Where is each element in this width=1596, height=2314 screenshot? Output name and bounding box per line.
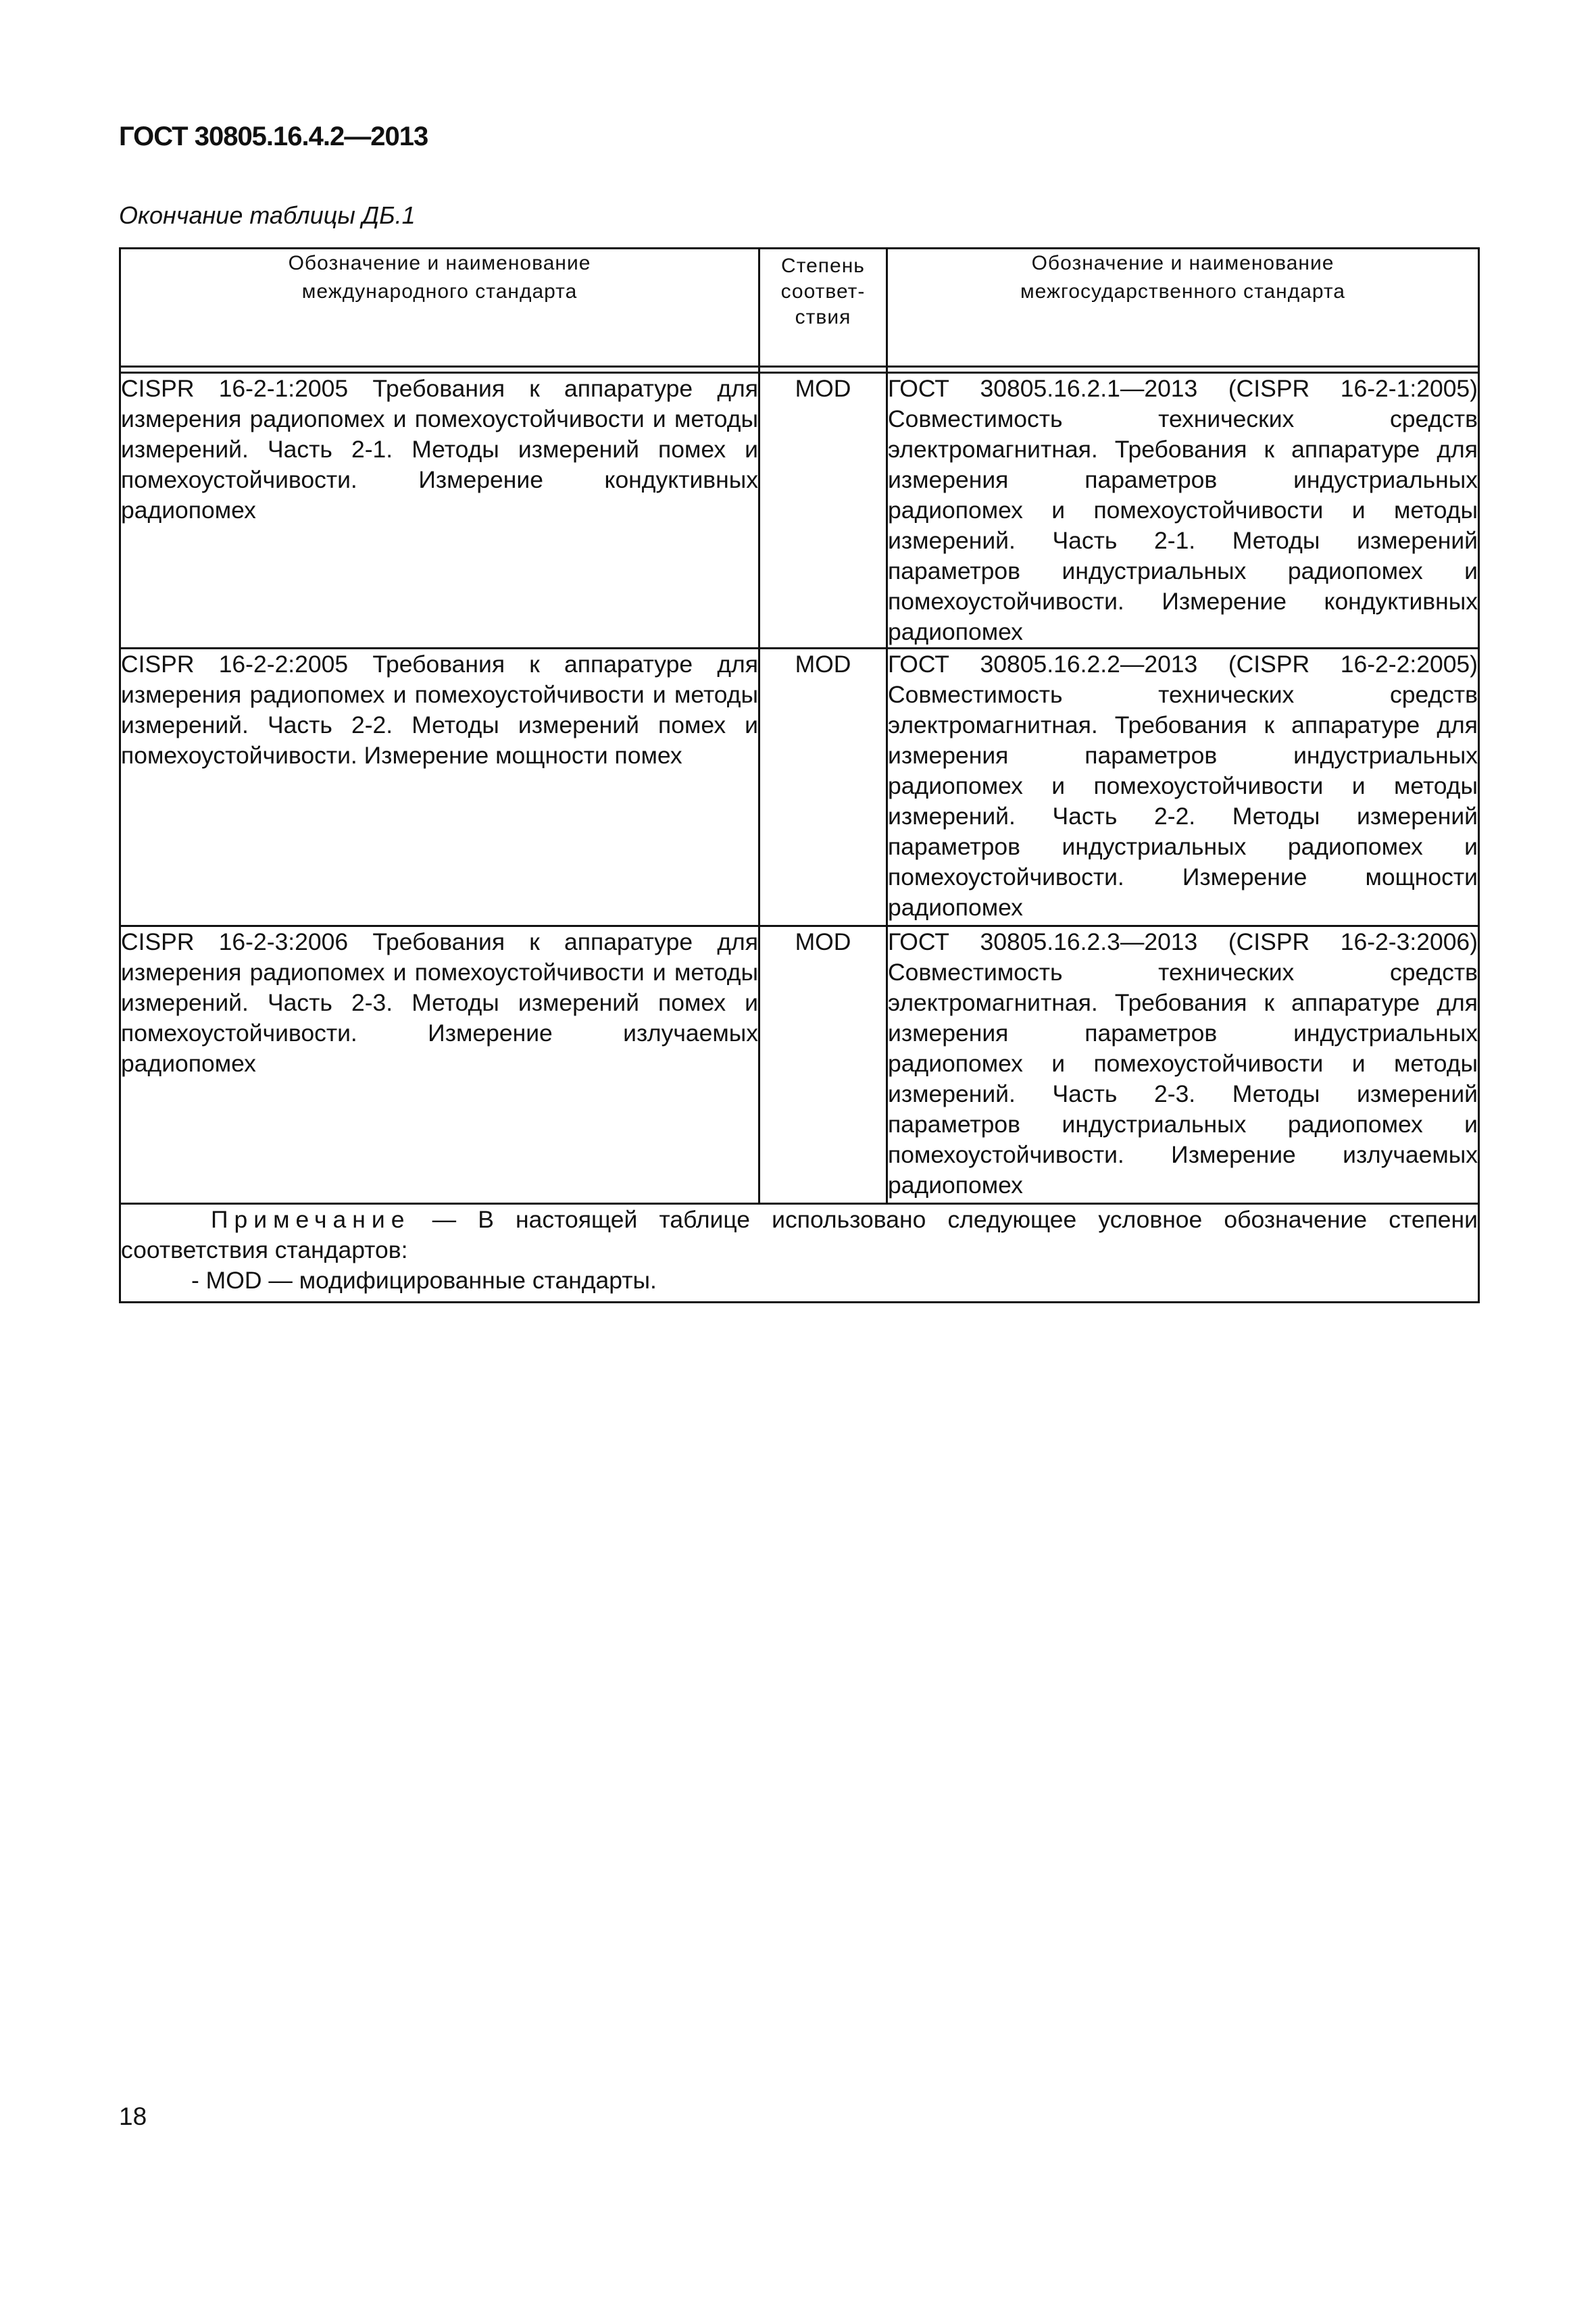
column-header-interstate <box>887 249 1479 367</box>
column-header-degree-line3: ствия <box>795 306 851 328</box>
column-header-degree-line1: Степень <box>781 255 865 277</box>
column-header-international-line1: Обозначение и наименование <box>288 252 591 274</box>
table-note-row <box>120 1204 1479 1303</box>
interstate-standard-cell: ГОСТ 30805.16.2.3—2013 (CISPR 16-2-3:2006) Совместимость технических средств электромагнитная. Требования к аппаратуре для измерения параметров индустриальных радиопомех и помехоустойчивости и методы измерений. Часть 2-3. Методы измерений параметров индустриальных радиопомех и помехоустойчивости. Измерение излучаемых радиопомех <box>887 926 1479 1204</box>
note-paragraph <box>121 1205 1478 1265</box>
table-row <box>120 373 1479 649</box>
separator-cell <box>887 367 1479 373</box>
degree-cell: MOD <box>759 649 887 926</box>
column-header-degree <box>759 249 887 367</box>
international-standard-cell: CISPR 16-2-1:2005 Требования к аппаратуре для измерения радиопомех и помехоустойчивости и методы измерений. Часть 2-1. Методы измерений помех и помехоустойчивости. Измерение кондуктивных радиопомех <box>120 373 759 649</box>
separator-cell <box>759 367 887 373</box>
column-header-interstate-line2: межгосударственного стандарта <box>1020 280 1345 303</box>
document-code: ГОСТ 30805.16.4.2—2013 <box>119 122 428 151</box>
page-number: 18 <box>119 2103 147 2130</box>
table-note <box>120 1204 1479 1303</box>
degree-cell: MOD <box>759 926 887 1204</box>
column-header-international <box>120 249 759 367</box>
header-separator-row <box>120 367 1479 373</box>
table-caption: Окончание таблицы ДБ.1 <box>119 201 416 229</box>
table-row <box>120 926 1479 1204</box>
column-header-interstate-line1: Обозначение и наименование <box>1031 252 1335 274</box>
international-standard-cell: CISPR 16-2-3:2006 Требования к аппаратуре для измерения радиопомех и помехоустойчивости и методы измерений. Часть 2-3. Методы измерений помех и помехоустойчивости. Измерение излучаемых радиопомех <box>120 926 759 1204</box>
table-header-row <box>120 249 1479 367</box>
standards-correspondence-table <box>119 247 1480 1303</box>
column-header-international-line2: международного стандарта <box>301 280 578 303</box>
interstate-standard-cell: ГОСТ 30805.16.2.1—2013 (CISPR 16-2-1:2005) Совместимость технических средств электромагнитная. Требования к аппаратуре для измерения параметров индустриальных радиопомех и помехоустойчивости и методы измерений. Часть 2-1. Методы измерений параметров индустриальных радиопомех и помехоустойчивости. Измерение кондуктивных радиопомех <box>887 373 1479 649</box>
column-header-degree-line2: соответ- <box>780 280 866 303</box>
interstate-standard-cell: ГОСТ 30805.16.2.2—2013 (CISPR 16-2-2:2005) Совместимость технических средств электромагнитная. Требования к аппаратуре для измерения параметров индустриальных радиопомех и помехоустойчивости и методы измерений. Часть 2-2. Методы измерений параметров индустриальных радиопомех и помехоустойчивости. Измерение мощности радиопомех <box>887 649 1479 926</box>
table-row <box>120 649 1479 926</box>
note-text: — В настоящей таблице использовано следующее условное обозначение степени соответствия стандартов: <box>121 1206 1478 1263</box>
international-standard-cell: CISPR 16-2-2:2005 Требования к аппаратуре для измерения радиопомех и помехоустойчивости и методы измерений. Часть 2-2. Методы измерений помех и помехоустойчивости. Измерение мощности помех <box>120 649 759 926</box>
degree-cell: MOD <box>759 373 887 649</box>
note-heading: Примечание <box>211 1206 411 1233</box>
note-item: - MOD — модифицированные стандарты. <box>191 1267 657 1294</box>
separator-cell <box>120 367 759 373</box>
